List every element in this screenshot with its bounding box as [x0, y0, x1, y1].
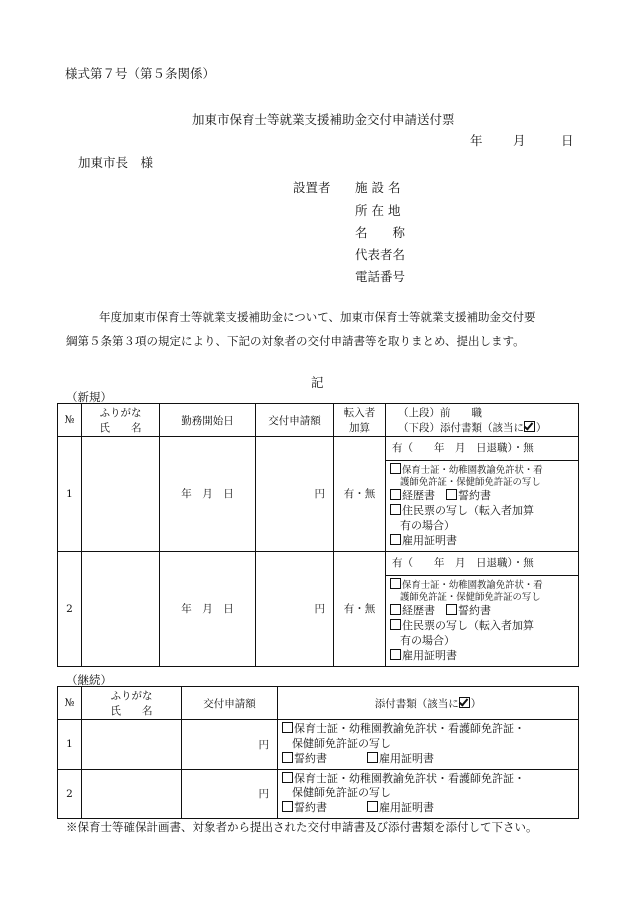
header-furigana-name: ふりがな 氏 名	[82, 404, 160, 437]
header-furigana-name: ふりがな 氏 名	[82, 687, 182, 720]
body-text-line1: 年度加東市保育士等就業支援補助金について、加東市保育士等就業支援補助金交付要	[99, 310, 536, 324]
checkbox-icon[interactable]	[282, 801, 293, 812]
row-no: 1	[58, 437, 82, 552]
field-facility-name: 施 設 名	[355, 180, 401, 195]
table-row	[58, 551, 579, 666]
header-amount: 交付申請額	[256, 404, 334, 437]
footnote: ※保育士等確保計画書、対象者から提出された交付申請書及び添付書類を添付して下さい。	[66, 820, 538, 834]
continuing-applicants-table	[57, 686, 579, 819]
amount-cell[interactable]: 円	[182, 769, 278, 819]
field-representative: 代表者名	[355, 247, 406, 262]
amount-cell[interactable]: 円	[256, 437, 334, 552]
checkbox-icon[interactable]	[446, 489, 457, 500]
checkbox-icon[interactable]	[367, 801, 378, 812]
header-no: №	[58, 687, 82, 720]
transfer-cell[interactable]: 有・無	[334, 551, 386, 666]
date-day: 日	[561, 133, 574, 148]
header-no: №	[58, 404, 82, 437]
date-year: 年	[470, 133, 483, 148]
header-attachments: 添付書類（該当に ）	[278, 687, 579, 720]
checkbox-icon[interactable]	[390, 604, 401, 615]
name-cell[interactable]	[82, 437, 160, 552]
header-start-date: 勤務開始日	[160, 404, 256, 437]
checkbox-icon[interactable]	[390, 534, 401, 545]
header-transfer: 転入者 加算	[334, 404, 386, 437]
name-cell[interactable]	[82, 769, 182, 819]
checkbox-icon[interactable]	[390, 463, 401, 474]
checkbox-icon[interactable]	[390, 619, 401, 630]
new-section-label: （新規）	[66, 390, 112, 404]
start-date-cell[interactable]: 年 月 日	[160, 551, 256, 666]
table-row	[58, 720, 579, 770]
new-applicants-table	[57, 403, 579, 667]
row-no: 2	[58, 551, 82, 666]
prev-job-line[interactable]: 有（ 年 月 日退職）・無	[386, 437, 578, 461]
applicant-role: 設置者	[293, 180, 331, 195]
date-month: 月	[513, 133, 526, 148]
header-prev-job: （上段）前 職 （下段）添付書類（該当に ）	[386, 404, 579, 437]
amount-cell[interactable]: 円	[256, 551, 334, 666]
checkbox-icon[interactable]	[390, 489, 401, 500]
attachments-cell: 保育士証・幼稚園教諭免許状・看護師免許証・ 保健師免許証の写し 誓約書 雇用証明書	[278, 769, 579, 819]
start-date-cell[interactable]: 年 月 日	[160, 437, 256, 552]
transfer-cell[interactable]: 有・無	[334, 437, 386, 552]
row-no: 1	[58, 720, 82, 770]
addressee: 加東市長 様	[78, 155, 154, 170]
document-title: 加東市保育士等就業支援補助金交付申請送付票	[192, 112, 455, 127]
row-no: 2	[58, 769, 82, 819]
name-cell[interactable]	[82, 551, 160, 666]
cont-section-label: （継続）	[66, 673, 112, 687]
body-text-line2: 綱第５条第３項の規定により、下記の対象者の交付申請書等を取りまとめ、提出します。	[66, 334, 525, 348]
attachments-cell: 保育士証・幼稚園教諭免許状・看護師免許証・ 保健師免許証の写し 誓約書 雇用証明書	[278, 720, 579, 770]
checkbox-icon[interactable]	[282, 722, 293, 733]
header-amount: 交付申請額	[182, 687, 278, 720]
checkbox-icon[interactable]	[390, 504, 401, 515]
table-row	[58, 769, 579, 819]
checkbox-icon[interactable]	[390, 649, 401, 660]
checkbox-icon[interactable]	[446, 604, 457, 615]
prev-job-line[interactable]: 有（ 年 月 日退職）・無	[386, 552, 578, 576]
checkbox-icon[interactable]	[282, 772, 293, 783]
amount-cell[interactable]: 円	[182, 720, 278, 770]
name-cell[interactable]	[82, 720, 182, 770]
field-name: 名 称	[355, 225, 406, 240]
field-address: 所 在 地	[355, 203, 401, 218]
prev-job-attachments-cell: 有（ 年 月 日退職）・無 保育士証・幼稚園教諭免許状・看 護師免許証・保健師免許証の写し 経歴書 誓約書 住民票の写し（転入者加算 有の場合） 雇用証明書	[386, 551, 579, 666]
ki-heading: 記	[311, 375, 324, 390]
field-phone: 電話番号	[355, 269, 406, 284]
checkbox-icon[interactable]	[390, 578, 401, 589]
form-number: 様式第７号（第５条関係）	[65, 66, 216, 81]
prev-job-attachments-cell: 有（ 年 月 日退職）・無 保育士証・幼稚園教諭免許状・看 護師免許証・保健師免許証の写し 経歴書 誓約書 住民票の写し（転入者加算 有の場合） 雇用証明書	[386, 437, 579, 552]
checkbox-icon[interactable]	[282, 752, 293, 763]
checkbox-icon[interactable]	[367, 752, 378, 763]
table-row	[58, 437, 579, 552]
checked-box-icon	[459, 697, 470, 708]
checked-box-icon	[524, 421, 535, 432]
